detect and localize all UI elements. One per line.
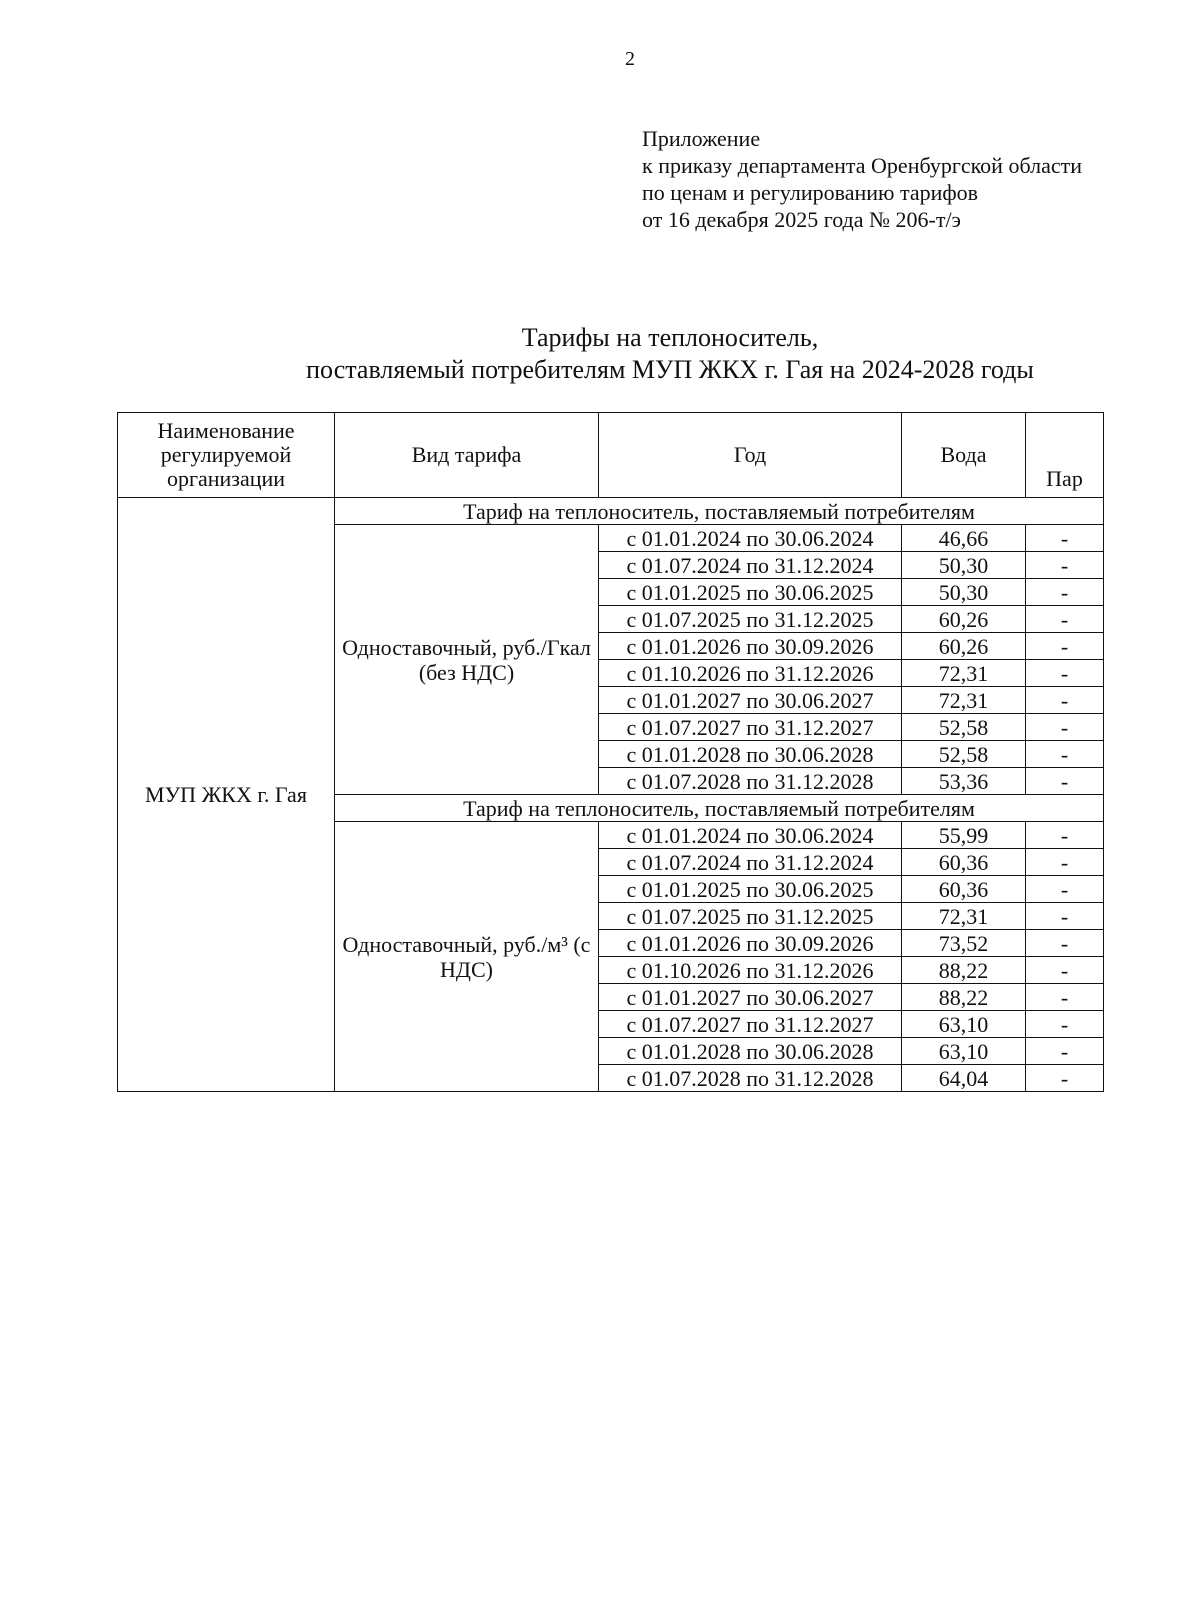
header-water: Вода [902,413,1026,498]
period-cell: с 01.01.2028 по 30.06.2028 [599,741,902,768]
period-cell: с 01.10.2026 по 31.12.2026 [599,660,902,687]
water-cell: 73,52 [902,930,1026,957]
appendix-block [642,125,1082,233]
table-header-row [118,413,1104,498]
steam-cell: - [1026,768,1104,795]
period-cell: с 01.01.2024 по 30.06.2024 [599,822,902,849]
page-number: 2 [625,48,635,70]
water-cell: 60,36 [902,876,1026,903]
title-line: поставляемый потребителям МУП ЖКХ г. Гая на 2024-2028 годы [306,355,1034,384]
period-cell: с 01.01.2028 по 30.06.2028 [599,1038,902,1065]
header-kind: Вид тарифа [335,413,599,498]
header-steam: Пар [1026,413,1104,498]
steam-cell: - [1026,606,1104,633]
period-cell: с 01.01.2027 по 30.06.2027 [599,687,902,714]
steam-cell: - [1026,903,1104,930]
steam-cell: - [1026,1011,1104,1038]
period-cell: с 01.07.2024 по 31.12.2024 [599,849,902,876]
water-cell: 60,26 [902,606,1026,633]
period-cell: с 01.07.2027 по 31.12.2027 [599,1011,902,1038]
tariff-kind-cell: Одноставочный, руб./Гкал (без НДС) [335,525,599,795]
appendix-line: к приказу департамента Оренбургской области [642,153,1082,178]
steam-cell: - [1026,984,1104,1011]
period-cell: с 01.07.2025 по 31.12.2025 [599,903,902,930]
water-cell: 46,66 [902,525,1026,552]
section-heading: Тариф на теплоноситель, поставляемый потребителям [335,498,1104,525]
steam-cell: - [1026,633,1104,660]
water-cell: 72,31 [902,660,1026,687]
water-cell: 88,22 [902,957,1026,984]
period-cell: с 01.07.2024 по 31.12.2024 [599,552,902,579]
title-line: Тарифы на теплоноситель, [521,323,819,352]
section-heading-row [118,498,1104,525]
period-cell: с 01.07.2027 по 31.12.2027 [599,714,902,741]
water-cell: 60,26 [902,633,1026,660]
steam-cell: - [1026,525,1104,552]
tariff-kind-cell: Одноставочный, руб./м³ (с НДС) [335,822,599,1092]
steam-cell: - [1026,741,1104,768]
steam-cell: - [1026,687,1104,714]
steam-cell: - [1026,714,1104,741]
appendix-line: от 16 декабря 2025 года № 206-т/э [642,207,961,232]
period-cell: с 01.01.2026 по 30.09.2026 [599,930,902,957]
period-cell: с 01.07.2028 по 31.12.2028 [599,768,902,795]
steam-cell: - [1026,849,1104,876]
period-cell: с 01.01.2026 по 30.09.2026 [599,633,902,660]
water-cell: 60,36 [902,849,1026,876]
steam-cell: - [1026,930,1104,957]
steam-cell: - [1026,1038,1104,1065]
header-org: Наименование регулируемой организации [118,413,335,498]
period-cell: с 01.01.2024 по 30.06.2024 [599,525,902,552]
steam-cell: - [1026,552,1104,579]
water-cell: 52,58 [902,741,1026,768]
water-cell: 55,99 [902,822,1026,849]
tariff-table [117,412,1104,1092]
water-cell: 53,36 [902,768,1026,795]
steam-cell: - [1026,660,1104,687]
period-cell: с 01.10.2026 по 31.12.2026 [599,957,902,984]
appendix-line: Приложение [642,126,761,151]
water-cell: 64,04 [902,1065,1026,1092]
period-cell: с 01.01.2025 по 30.06.2025 [599,876,902,903]
section-heading: Тариф на теплоноситель, поставляемый потребителям [335,795,1104,822]
period-cell: с 01.07.2028 по 31.12.2028 [599,1065,902,1092]
water-cell: 50,30 [902,579,1026,606]
water-cell: 63,10 [902,1011,1026,1038]
period-cell: с 01.01.2027 по 30.06.2027 [599,984,902,1011]
appendix-line: по ценам и регулированию тарифов [642,180,979,205]
water-cell: 88,22 [902,984,1026,1011]
water-cell: 72,31 [902,687,1026,714]
steam-cell: - [1026,579,1104,606]
document-title [120,322,1200,386]
water-cell: 63,10 [902,1038,1026,1065]
water-cell: 50,30 [902,552,1026,579]
period-cell: с 01.01.2025 по 30.06.2025 [599,579,902,606]
period-cell: с 01.07.2025 по 31.12.2025 [599,606,902,633]
organization-cell: МУП ЖКХ г. Гая [118,498,335,1092]
steam-cell: - [1026,1065,1104,1092]
steam-cell: - [1026,957,1104,984]
header-period: Год [599,413,902,498]
steam-cell: - [1026,822,1104,849]
water-cell: 72,31 [902,903,1026,930]
water-cell: 52,58 [902,714,1026,741]
steam-cell: - [1026,876,1104,903]
